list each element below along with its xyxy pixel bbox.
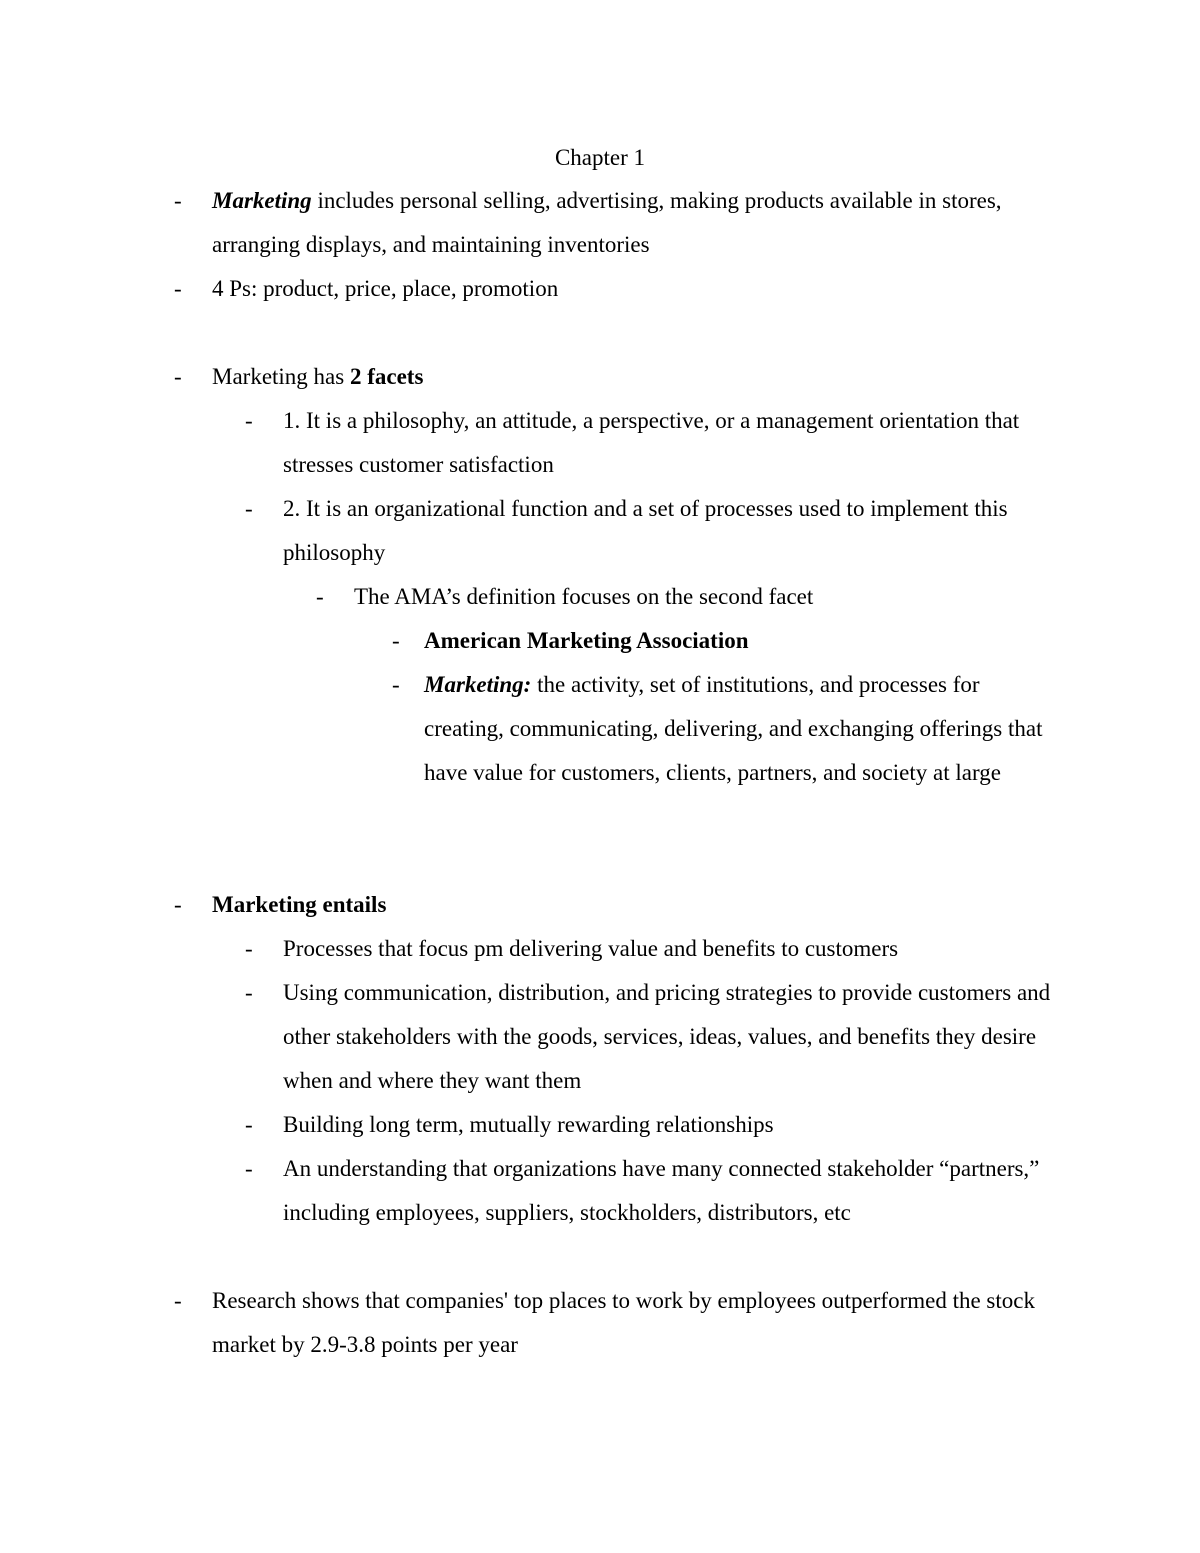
bullet-dash: - (245, 496, 253, 521)
list-item (174, 355, 1052, 399)
list-item (245, 487, 1063, 575)
item-text: 1. It is a philosophy, an attitude, a perspective, or a management orientation that stresses customer satisfaction (283, 408, 1020, 477)
item-text: Using communication, distribution, and pricing strategies to provide customers and other stakeholders with the goods, services, ideas, values, and benefits they desire when and where they want them (283, 980, 1051, 1093)
item-text: Building long term, mutually rewarding relationships (283, 1112, 774, 1137)
bullet-dash: - (392, 672, 400, 697)
item-text: An understanding that organizations have many connected stakeholder “partners,” including employees, suppliers, stockholders, distributors, etc (283, 1156, 1040, 1225)
list-item (174, 267, 1052, 311)
list-item (174, 1279, 1052, 1367)
item-text: Marketing has (212, 364, 350, 389)
list-item (245, 399, 1063, 487)
item-strong: Marketing entails (212, 892, 387, 917)
list-item (316, 575, 1054, 619)
bullet-dash: - (245, 1156, 253, 1181)
bullet-dash: - (174, 892, 182, 917)
list-item (245, 971, 1063, 1103)
item-text: the activity, set of institutions, and processes for creating, communicating, delivering, and exchanging offerings that have value for customers, clients, partners, and society at large (424, 672, 1043, 785)
list-item (392, 663, 1054, 795)
list-item (174, 883, 1052, 927)
bullet-dash: - (392, 628, 400, 653)
list-item (392, 619, 1054, 663)
bullet-dash: - (245, 936, 253, 961)
page-title: Chapter 1 (554, 145, 646, 170)
bullet-dash: - (245, 408, 253, 433)
bullet-dash: - (245, 1112, 253, 1137)
bullet-dash: - (174, 364, 182, 389)
bullet-dash: - (174, 276, 182, 301)
item-text: includes personal selling, advertising, making products available in stores, arranging displays, and maintaining inventories (212, 188, 1002, 257)
list-item (245, 927, 1063, 971)
item-strong: 2 facets (349, 364, 424, 389)
item-text: Research shows that companies' top places to work by employees outperformed the stock market by 2.9-3.8 points per year (212, 1288, 1035, 1357)
bullet-dash: - (174, 1288, 182, 1313)
item-text: 2. It is an organizational function and a set of processes used to implement this philosophy (283, 496, 1008, 565)
item-text: 4 Ps: product, price, place, promotion (212, 276, 559, 301)
list-item (245, 1103, 1063, 1147)
bullet-dash: - (316, 584, 324, 609)
term-marketing: Marketing: (424, 672, 532, 697)
bullet-dash: - (174, 188, 182, 213)
item-text: The AMA’s definition focuses on the second facet (354, 584, 814, 609)
item-strong: American Marketing Association (424, 628, 749, 653)
list-item (174, 179, 1052, 267)
list-item (245, 1147, 1063, 1235)
term-marketing: Marketing (212, 188, 312, 213)
item-text: Processes that focus pm delivering value and benefits to customers (283, 936, 899, 961)
bullet-dash: - (245, 980, 253, 1005)
